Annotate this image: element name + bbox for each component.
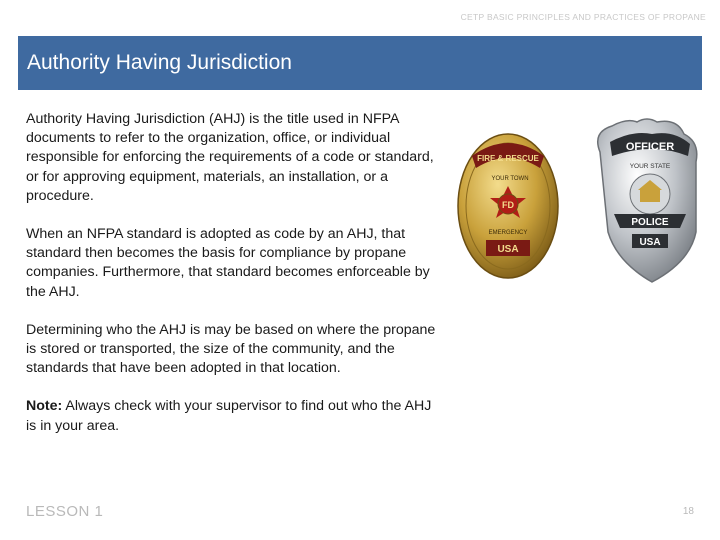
paragraph-ahj-definition: Authority Having Jurisdiction (AHJ) is the title used in NFPA documents to refer to the organization, office, or individual responsible for enforcing the requirements of a code or standard, or for approving equipment, materials, an installation, or a procedure. xyxy=(26,111,434,204)
paragraph-adoption: When an NFPA standard is adopted as code by an AHJ, that standard then becomes the basis for compliance by propane companies. Furthermore, that standard becomes enforceable by the AHJ. xyxy=(26,226,430,300)
police-badge-country-text: USA xyxy=(639,237,661,248)
body-text xyxy=(26,110,438,455)
fire-badge-country-text: USA xyxy=(497,244,519,255)
police-badge-state-text: YOUR STATE xyxy=(629,163,671,170)
fire-badge-town-text: YOUR TOWN xyxy=(491,176,529,182)
fire-badge-center-text: FD xyxy=(502,200,514,210)
badges-illustration xyxy=(452,112,712,292)
paragraph-determining: Determining who the AHJ is may be based on where the propane is stored or transported, the size of the community, and the standards that have been adopted in that location. xyxy=(26,321,436,377)
title-bar xyxy=(18,36,702,90)
fire-badge-icon xyxy=(458,134,558,278)
course-header: CETP BASIC PRINCIPLES AND PRACTICES OF PROPANE xyxy=(460,12,706,22)
note-label: Note: xyxy=(26,398,63,415)
lesson-label: LESSON 1 xyxy=(26,503,104,520)
slide-title: Authority Having Jurisdiction xyxy=(27,51,292,74)
fire-badge-top-text: FIRE & RESCUE xyxy=(477,154,539,163)
note-text: Always check with your supervisor to find out who the AHJ is in your area. xyxy=(26,398,432,434)
note-paragraph xyxy=(26,397,438,435)
page-number: 18 xyxy=(682,506,694,517)
police-badge-banner-text: POLICE xyxy=(631,217,669,228)
fire-badge-bottom-text: EMERGENCY xyxy=(488,230,528,236)
police-badge-icon xyxy=(598,119,697,282)
police-badge-top-text: OFFICER xyxy=(625,141,675,153)
badges-image xyxy=(452,112,712,292)
